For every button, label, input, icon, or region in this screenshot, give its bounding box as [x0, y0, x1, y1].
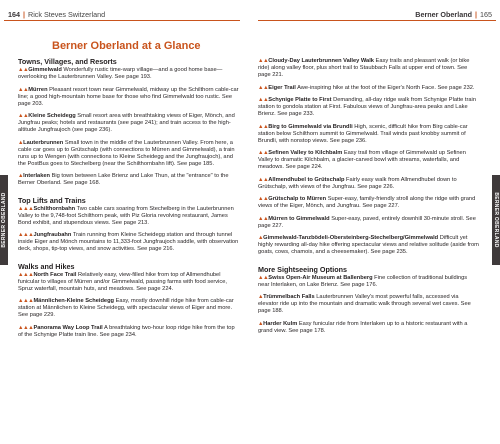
- entry-name: Männlichen-Kleine Scheidegg: [33, 298, 115, 304]
- entry-description: Small resort area with breathtaking views of Eiger, Mönch, and Jungfrau peaks; hotels and restaurants (see page 241); and train access to the high-altitude Jungfraujoch (see page 236).: [18, 113, 235, 133]
- rating-triangles-icon: ▲: [18, 139, 24, 146]
- rating-triangles-icon: ▲▲: [258, 196, 269, 202]
- entry-description: Wonderfully rustic time-warp village—and a good home base—overlooking the Lauterbrunnen Valley. See page 193.: [18, 67, 223, 80]
- rating-triangles-icon: ▲: [258, 235, 264, 241]
- rating-triangles-icon: ▲▲: [258, 274, 269, 281]
- listing-entry: [18, 272, 240, 293]
- listing-entry: [258, 216, 480, 230]
- region-title: Berner Oberland: [415, 10, 472, 19]
- rating-triangles-icon: ▲▲: [18, 113, 29, 119]
- entry-name: Kleine Scheidegg: [28, 113, 76, 119]
- listing-entry: [258, 58, 480, 79]
- listing-entry: [258, 196, 480, 210]
- rating-triangles-icon: ▲▲▲: [18, 324, 34, 331]
- entry-name: Grütschalp to Mürren: [268, 196, 327, 202]
- entry-description: High, scenic, difficult hike from Birg cable-car station below Schilthorn summit to Gimmelwald. Trail winds past knobby summit of Brundli, with nonstop views. See page 236.: [258, 123, 468, 144]
- rating-triangles-icon: ▲▲▲: [18, 205, 34, 212]
- left-column: [18, 58, 240, 344]
- spine-label-left: BERNER OBERLAND: [1, 192, 7, 248]
- entry-description: Demanding, all-day ridge walk from Schynige Platte train station to gondola station at First. Fabulous views of Jungfrau-area peaks and Lake Brienz. See page 233.: [258, 97, 476, 117]
- entry-description: Super-easy, paved, entirely downhill 30-minute stroll. See page 227.: [258, 215, 476, 229]
- section-heading: Towns, Villages, and Resorts: [18, 57, 117, 66]
- entry-name: Allmendhubel to Grütschalp: [268, 176, 345, 183]
- entry-name: Lauterbrunnen: [23, 139, 64, 146]
- book-title: Rick Steves Switzerland: [28, 10, 106, 19]
- rating-triangles-icon: ▲: [258, 294, 264, 300]
- page-number-right: 165: [480, 10, 492, 19]
- entry-name: Sefinen Valley to Kilchbalm: [268, 150, 343, 156]
- spine-label-right: BERNER OBERLAND: [493, 192, 499, 248]
- entry-name: Gimmelwald: [28, 67, 62, 73]
- rating-triangles-icon: ▲▲▲: [18, 298, 34, 304]
- entry-description: Lauterbrunnen Valley's most powerful falls, accessed via elevator ride up into the mountain and dramatic walk through several wet caves. See page 188.: [258, 294, 471, 314]
- entry-description: Easy trail from village of Gimmelwald up Sefinen Valley to dramatic Kilchbalm, a glacier-carved bowl with streams, waterfalls, and meadows. See page 224.: [258, 150, 466, 170]
- entry-name: Schilthornbahn: [33, 205, 76, 212]
- entry-description: Pleasant resort town near Gimmelwald, midway up the Schilthorn cable-car line; a good high-mountain home base for those who find Gimmelwald too rustic. See page 203.: [18, 86, 239, 107]
- rating-triangles-icon: ▲▲▲: [18, 271, 34, 278]
- entry-description: Easy trails and pleasant walk (or bike ride) along valley floor, plus short trail to Staubbach Falls at upper end of town. See page 221.: [258, 58, 470, 78]
- listing-entry: [258, 235, 480, 256]
- listing-entry: [18, 232, 240, 253]
- entry-description: Awe-inspiring hike at the foot of the Eiger's North Face. See page 232.: [295, 84, 475, 91]
- entry-description: Train running from Kleine Scheidegg station and through tunnel inside Eiger and Mönch mountains to 11,333-foot Jungfraujoch saddle, with observation deck, shops, tip-top views, and snow activities. See page 216.: [18, 232, 239, 252]
- rating-triangles-icon: ▲: [258, 320, 264, 327]
- page-number-left: 164: [8, 10, 20, 19]
- entry-description: Fairly easy walk from Allmendhubel down to Grütschalp, with views of the Jungfrau. See page 226.: [258, 176, 457, 190]
- entry-description: Difficult yet highly rewarding all-day hike offering spectacular views and relative solitude (aside from goats, cows, chamois, and a cheesemaker). See page 235.: [258, 235, 479, 255]
- page-header-right: Berner Oberland | 165: [415, 10, 492, 19]
- entry-description: Relatively easy, view-filled hike from top of Allmendhubel funicular to villages of Mürren and/or Gimmelwald, passing farms with food service, Spruz waterfall, mountain huts, and meadows. See page 224.: [18, 271, 227, 292]
- entry-name: Jungfraubahn: [33, 232, 72, 238]
- entry-name: Schynige Platte to First: [268, 97, 332, 103]
- rating-triangles-icon: ▲▲: [258, 215, 269, 222]
- listing-entry: [258, 275, 480, 289]
- rating-triangles-icon: ▲▲: [18, 67, 29, 73]
- entry-name: Harder Kulm: [263, 320, 298, 327]
- entry-name: North Face Trail: [33, 271, 77, 278]
- entry-description: Small town in the middle of the Lauterbrunnen Valley. From here, a cable car goes up to Grütschalp (with connections to Mürren and Gimmelwald), a train runs up to Wengen (with connections to Kleine Scheidegg and the Jungfraujoch), and the PostBus goes to Stechelberg (near the Schilthornbahn lift). See page 185.: [18, 139, 235, 167]
- listing-entry: [18, 206, 240, 227]
- entry-name: Interlaken: [23, 173, 51, 179]
- section-heading: Walks and Hikes: [18, 261, 75, 271]
- rating-triangles-icon: ▲▲: [258, 150, 269, 156]
- listing-entry: [18, 173, 240, 187]
- rating-triangles-icon: ▲: [18, 173, 24, 179]
- entry-description: Big town between Lake Brienz and Lake Thun, at the "entrance" to the Berner Oberland. See page 168.: [18, 173, 229, 186]
- listing-entry: [258, 177, 480, 191]
- listing-entry: [258, 124, 480, 145]
- listing-entry: [18, 87, 240, 108]
- entry-description: Super-easy, family-friendly stroll along the ridge with grand views of the Eiger, Mönch, and Jungfrau. See page 227.: [258, 196, 476, 209]
- listing-entry: [258, 294, 480, 315]
- section-heading: More Sightseeing Options: [258, 264, 348, 274]
- entry-name: Birg to Gimmelwald via Brundli: [268, 123, 353, 130]
- entry-name: Mürren to Gimmelwald: [268, 215, 330, 222]
- rating-triangles-icon: ▲▲: [258, 97, 269, 103]
- entry-description: Easy, mostly downhill ridge hike from cable-car station at Männlichen to Kleine Scheidegg, with spectacular views of Eiger and more. See page 229.: [18, 298, 234, 318]
- rating-triangles-icon: ▲▲: [258, 123, 269, 130]
- right-column: [258, 58, 480, 340]
- entry-name: Swiss Open-Air Museum at Ballenberg: [268, 274, 373, 281]
- entry-name: Mürren: [28, 86, 48, 93]
- rating-triangles-icon: ▲▲▲: [18, 232, 34, 238]
- listing-entry: [18, 113, 240, 134]
- page-title: Berner Oberland at a Glance: [52, 40, 201, 52]
- entry-name: Panorama Way Loop Trail: [33, 324, 103, 331]
- listing-entry: [18, 298, 240, 319]
- listing-entry: [258, 85, 480, 92]
- rating-triangles-icon: ▲▲: [258, 176, 269, 183]
- entry-name: Gimmelwald-Tanzbödeli-Obersteinberg-Stechelberg/Gimmelwald: [263, 235, 439, 241]
- header-rule-right: [258, 20, 496, 21]
- section-heading: Top Lifts and Trains: [18, 195, 86, 205]
- listing-entry: [18, 67, 240, 81]
- listing-entry: [18, 140, 240, 168]
- listing-entry: [258, 97, 480, 118]
- rating-triangles-icon: ▲▲: [258, 84, 269, 91]
- entry-description: Easy funicular ride from Interlaken up to a historic restaurant with a grand view. See page 178.: [258, 320, 468, 334]
- page-header-left: 164 | Rick Steves Switzerland: [8, 10, 106, 19]
- rating-triangles-icon: ▲▲: [18, 86, 29, 93]
- header-rule-left: [4, 20, 240, 21]
- entry-description: Two cable cars soaring from Stechelberg in the Lauterbrunnen Valley to the 9,748-foot Schilthorn peak, with Piz Gloria revolving restaurant, James Bond exhibit, and stupendous views. See page 213.: [18, 205, 234, 226]
- rating-triangles-icon: ▲▲: [258, 58, 269, 64]
- listing-entry: [18, 325, 240, 339]
- entry-description: Fine collection of traditional buildings near Interlaken, on Lake Brienz. See page 176.: [258, 274, 468, 288]
- listing-entry: [258, 321, 480, 335]
- entry-name: Cloudy-Day Lauterbrunnen Valley Walk: [268, 58, 374, 64]
- entry-description: A breathtaking two-hour loop ridge hike from the top of the Schynige Platte train line. See page 234.: [18, 324, 235, 338]
- entry-name: Trümmelbach Falls: [263, 294, 315, 300]
- listing-entry: [258, 150, 480, 171]
- entry-name: Eiger Trail: [268, 84, 296, 91]
